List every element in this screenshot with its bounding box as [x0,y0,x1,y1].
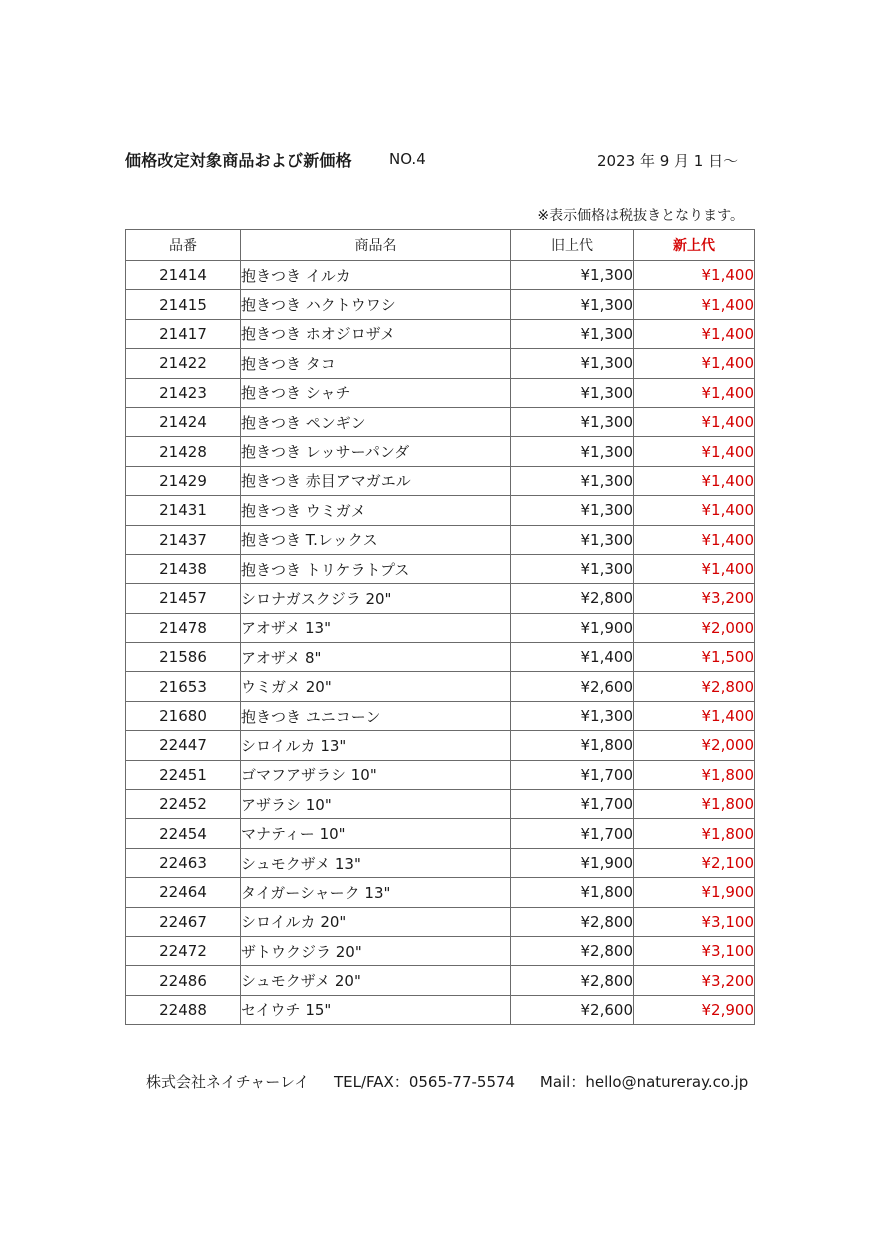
old-price: ¥1,900 [511,848,634,877]
table-body [126,261,755,1025]
old-price: ¥1,300 [511,466,634,495]
new-price: ¥1,400 [634,466,755,495]
product-name: 抱きつき タコ [241,349,511,378]
table-row [126,466,755,495]
product-name: 抱きつき ペンギン [241,407,511,436]
table-row [126,819,755,848]
table-row [126,319,755,348]
product-code: 22454 [126,819,241,848]
table-row [126,643,755,672]
new-price: ¥1,400 [634,407,755,436]
product-code: 21424 [126,407,241,436]
product-code: 22452 [126,790,241,819]
old-price: ¥1,300 [511,496,634,525]
new-price: ¥1,400 [634,437,755,466]
product-code: 22486 [126,966,241,995]
old-price: ¥2,800 [511,936,634,965]
old-price: ¥2,600 [511,995,634,1024]
product-code: 21414 [126,261,241,290]
old-price: ¥1,800 [511,731,634,760]
product-code: 21586 [126,643,241,672]
table-row [126,701,755,730]
table-row [126,496,755,525]
product-name: 抱きつき シャチ [241,378,511,407]
product-code: 21423 [126,378,241,407]
product-name: セイウチ 15" [241,995,511,1024]
old-price: ¥2,800 [511,966,634,995]
table-row [126,790,755,819]
table-row [126,613,755,642]
old-price: ¥1,300 [511,290,634,319]
mail-address: Mail：hello@natureray.co.jp [539,1073,749,1091]
table-row [126,936,755,965]
table-row [126,437,755,466]
product-name: アオザメ 13" [241,613,511,642]
product-name: シロイルカ 13" [241,731,511,760]
product-code: 21438 [126,554,241,583]
price-table [125,229,755,1025]
table-row [126,407,755,436]
old-price: ¥1,900 [511,613,634,642]
old-price: ¥2,600 [511,672,634,701]
old-price: ¥1,300 [511,407,634,436]
new-price: ¥1,400 [634,525,755,554]
new-price: ¥2,900 [634,995,755,1024]
product-code: 22488 [126,995,241,1024]
old-price: ¥1,300 [511,349,634,378]
table-row [126,760,755,789]
product-name: シュモクザメ 20" [241,966,511,995]
table-row [126,378,755,407]
table-row [126,848,755,877]
product-name: 抱きつき ユニコーン [241,701,511,730]
new-price: ¥1,500 [634,643,755,672]
table-row [126,995,755,1024]
product-name: 抱きつき レッサーパンダ [241,437,511,466]
product-name: 抱きつき ウミガメ [241,496,511,525]
page-title: 価格改定対象商品および新価格 [125,151,352,170]
product-name: 抱きつき 赤目アマガエル [241,466,511,495]
company-name: 株式会社ネイチャーレイ [146,1073,310,1091]
table-row [126,878,755,907]
tel-fax: TEL/FAX：0565-77-5574 [333,1073,516,1091]
product-name: 抱きつき ホオジロザメ [241,319,511,348]
old-price: ¥1,300 [511,701,634,730]
new-price: ¥1,900 [634,878,755,907]
new-price: ¥2,100 [634,848,755,877]
product-code: 21457 [126,584,241,613]
product-code: 21431 [126,496,241,525]
old-price: ¥1,300 [511,378,634,407]
table-row [126,731,755,760]
old-price: ¥2,800 [511,584,634,613]
new-price: ¥3,100 [634,936,755,965]
product-name: ザトウクジラ 20" [241,936,511,965]
product-name: 抱きつき トリケラトプス [241,554,511,583]
product-code: 21415 [126,290,241,319]
new-price: ¥1,800 [634,760,755,789]
product-code: 22447 [126,731,241,760]
new-price: ¥2,000 [634,731,755,760]
table-row [126,584,755,613]
product-code: 21429 [126,466,241,495]
product-code: 21653 [126,672,241,701]
old-price: ¥1,300 [511,437,634,466]
table-row [126,966,755,995]
product-code: 22451 [126,760,241,789]
column-header-name: 商品名 [241,230,511,261]
old-price: ¥1,700 [511,819,634,848]
product-name: 抱きつき T.レックス [241,525,511,554]
footer-contact [146,1071,748,1092]
old-price: ¥1,300 [511,554,634,583]
column-header-new-price: 新上代 [634,230,755,261]
new-price: ¥2,800 [634,672,755,701]
new-price: ¥1,400 [634,701,755,730]
new-price: ¥1,400 [634,261,755,290]
product-code: 21437 [126,525,241,554]
old-price: ¥1,700 [511,790,634,819]
effective-date: 2023 年 9 月 1 日〜 [597,152,739,170]
new-price: ¥1,800 [634,790,755,819]
product-code: 21417 [126,319,241,348]
product-name: アザラシ 10" [241,790,511,819]
product-name: 抱きつき ハクトウワシ [241,290,511,319]
column-header-code: 品番 [126,230,241,261]
new-price: ¥3,200 [634,584,755,613]
product-name: タイガーシャーク 13" [241,878,511,907]
table-header-row [126,230,755,261]
old-price: ¥1,300 [511,261,634,290]
new-price: ¥3,200 [634,966,755,995]
product-code: 21680 [126,701,241,730]
product-code: 22464 [126,878,241,907]
table-row [126,672,755,701]
document-number: NO.4 [389,150,426,168]
old-price: ¥1,300 [511,525,634,554]
tax-note: ※表示価格は税抜きとなります。 [537,208,744,224]
table-row [126,554,755,583]
table-row [126,261,755,290]
new-price: ¥1,400 [634,290,755,319]
new-price: ¥1,400 [634,554,755,583]
old-price: ¥1,700 [511,760,634,789]
product-code: 22472 [126,936,241,965]
new-price: ¥1,800 [634,819,755,848]
new-price: ¥3,100 [634,907,755,936]
old-price: ¥1,800 [511,878,634,907]
table-row [126,525,755,554]
new-price: ¥1,400 [634,349,755,378]
new-price: ¥1,400 [634,319,755,348]
product-code: 21478 [126,613,241,642]
product-name: マナティー 10" [241,819,511,848]
new-price: ¥1,400 [634,378,755,407]
product-name: シュモクザメ 13" [241,848,511,877]
product-name: シロイルカ 20" [241,907,511,936]
product-code: 21422 [126,349,241,378]
table-row [126,907,755,936]
product-name: アオザメ 8" [241,643,511,672]
table-row [126,349,755,378]
column-header-old-price: 旧上代 [511,230,634,261]
product-name: 抱きつき イルカ [241,261,511,290]
product-code: 21428 [126,437,241,466]
product-name: シロナガスクジラ 20" [241,584,511,613]
table-row [126,290,755,319]
product-code: 22463 [126,848,241,877]
product-code: 22467 [126,907,241,936]
new-price: ¥1,400 [634,496,755,525]
old-price: ¥1,400 [511,643,634,672]
product-name: ウミガメ 20" [241,672,511,701]
new-price: ¥2,000 [634,613,755,642]
old-price: ¥2,800 [511,907,634,936]
product-name: ゴマフアザラシ 10" [241,760,511,789]
old-price: ¥1,300 [511,319,634,348]
